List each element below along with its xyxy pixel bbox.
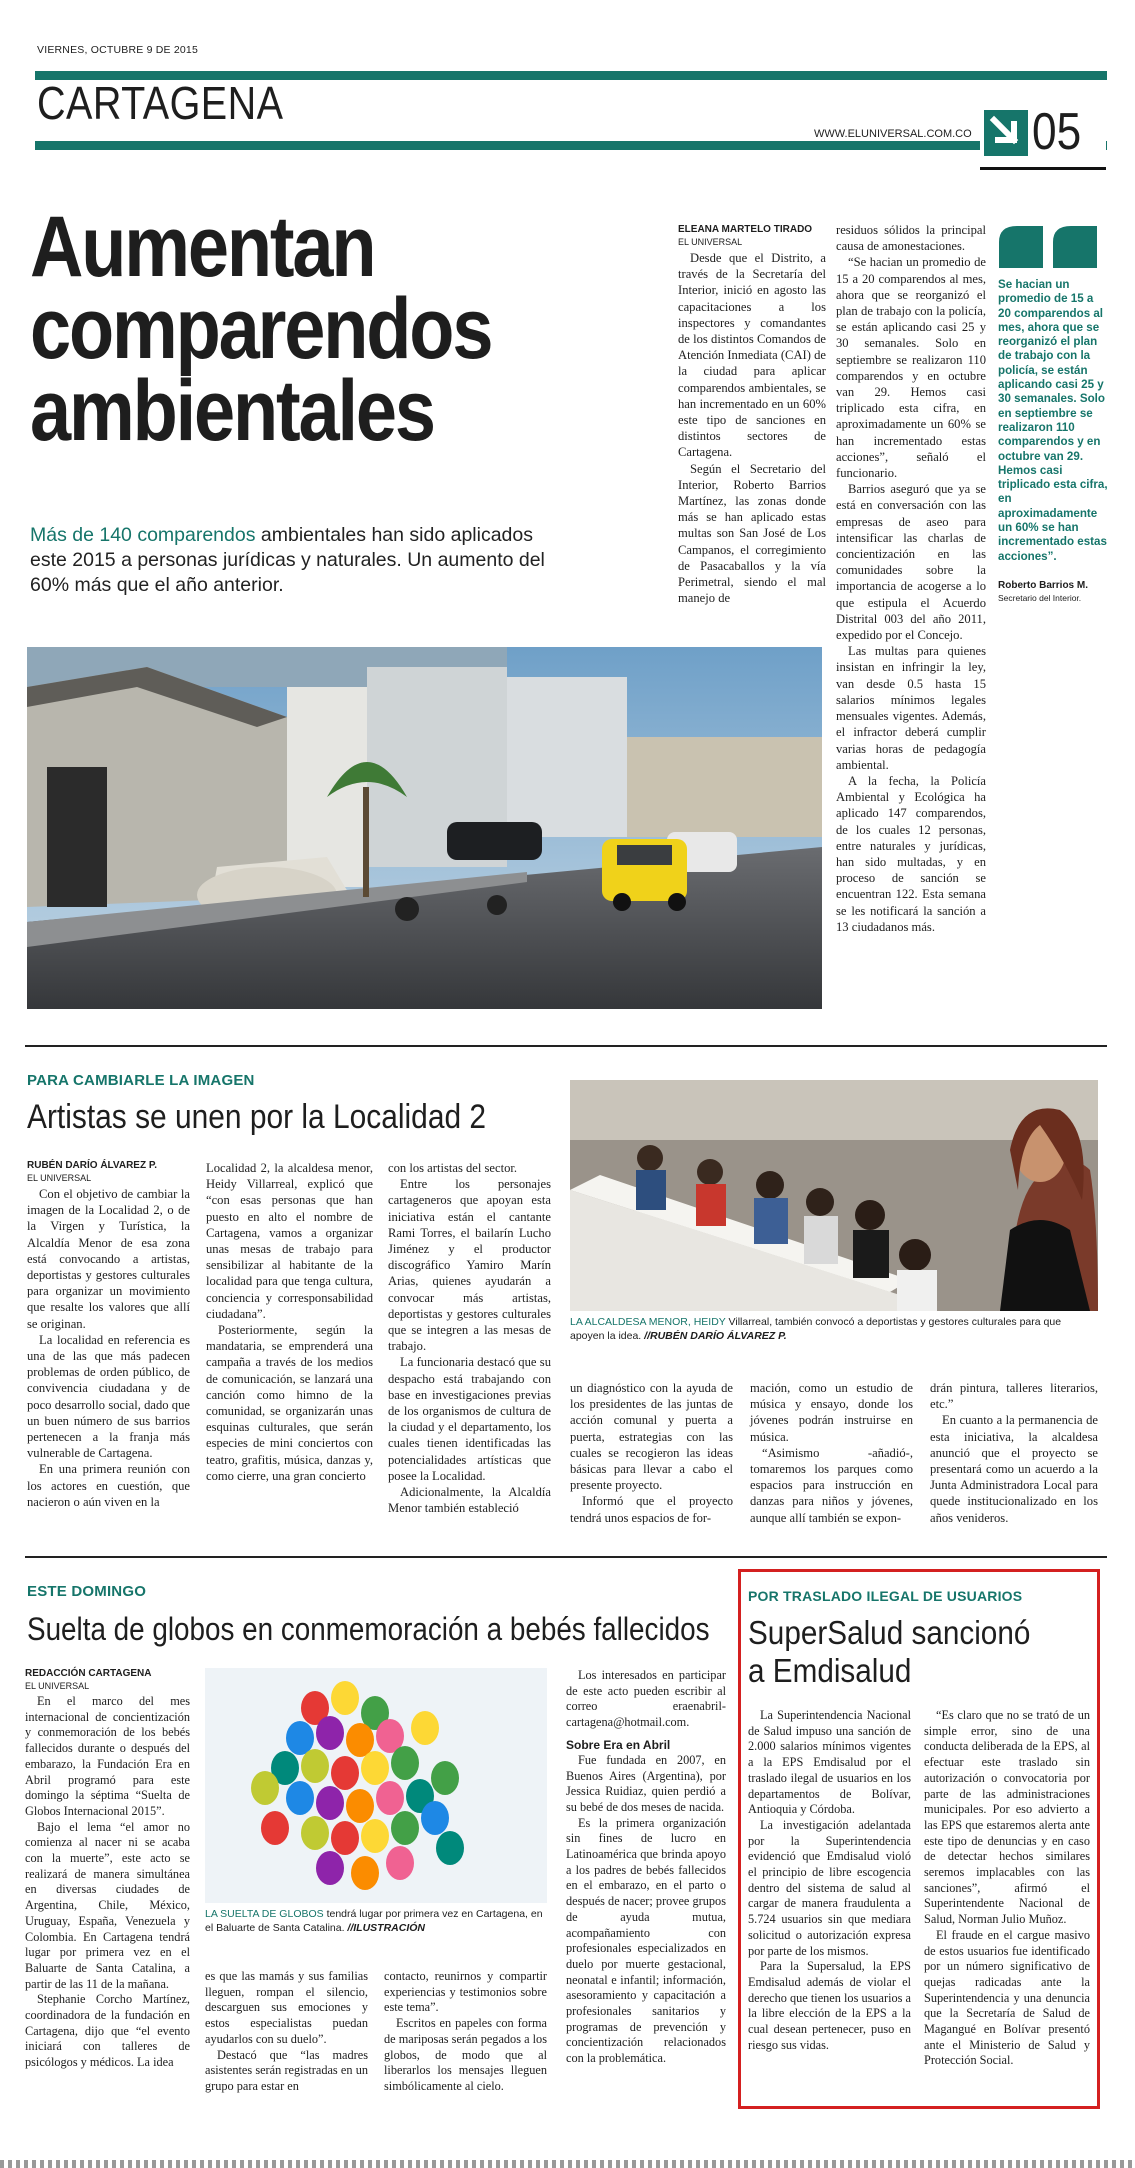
globos-outlet: EL UNIVERSAL [25,1681,90,1691]
paragraph: “Asimismo -añadió-, tomaremos los parques como espacios para instrucción en danzas para niños y jóvenes, aunque allí también se expon- [750,1445,913,1525]
balloon-shape [376,1781,404,1815]
quote-name: Roberto Barrios M. [998,580,1089,591]
balloon-shape [351,1856,379,1890]
artistas-col-3 [388,1160,551,1516]
globos-headline: Suelta de globos en conmemoración a bebés fallecidos [27,1611,710,1647]
balloon-shape [331,1681,359,1715]
paragraph: mación, como un estudio de música y ensayo, donde los jóvenes podrán instruirse en música. [750,1381,913,1444]
balloon-shape [436,1831,464,1865]
paragraph: Adicionalmente, la Alcaldía Menor también estableció [388,1485,551,1516]
globos-caption [205,1907,547,1935]
balloon-shape [386,1846,414,1880]
supersalud-headline: SuperSalud sancionó a Emdisalud [748,1614,1031,1689]
balloon-shape [421,1801,449,1835]
globos-col-4 [566,1668,726,2067]
paragraph: Los interesados en participar de este acto pueden escribir al correo eraenabril-cartagena@hotmail.com. [566,1668,726,1730]
supersalud-col-1 [748,1708,911,2053]
paragraph: residuos sólidos la principal causa de amonestaciones. [836,223,986,254]
paragraph: Las multas para quienes insistan en infringir la ley, van desde 0.5 hasta 15 salarios mínimos legales mensuales vigentes. Además, el infractor deberá cumplir varias horas de pedagogía ambiental. [836,644,986,772]
artistas-kicker: PARA CAMBIARLE LA IMAGEN [27,1072,255,1089]
website-url: WWW.ELUNIVERSAL.COM.CO [810,128,976,140]
balloon-shape [331,1756,359,1790]
main-deck [30,523,575,598]
paragraph: drán pintura, talleres literarios, etc.” [930,1381,1098,1412]
paragraph: En cuanto a la permanencia de esta iniciativa, la alcaldesa anunció que el proyecto se presentará como un acuerdo a la Junta Administradora Local para quede institucionalizado en los años venideros. [930,1413,1098,1525]
caption-text: Villarreal, también convocó a deportistas y gestores culturales para que apoyen la idea. [570,1316,1062,1342]
artistas-byline: RUBÉN DARÍO ÁLVAREZ P. [27,1160,158,1171]
paragraph: Con el objetivo de cambiar la imagen de la Localidad 2, o de la Virgen y Turística, la Alcaldía Menor de esa zona está convocando a artistas, deportistas y gestores culturales para organizar un movimiento que resalte los valores que allí se originan. [27,1187,190,1331]
artistas-outlet: EL UNIVERSAL [27,1173,92,1183]
street-scene-illustration [27,647,822,1009]
deck-highlight: Más de 140 comparendos [30,524,256,546]
quote-title: Secretario del Interior. [998,593,1082,603]
balloon-shape [261,1811,289,1845]
section-divider [25,1556,1107,1558]
meeting-scene-illustration [570,1080,1098,1311]
paragraph: Según el Secretario del Interior, Roberto Barrios Martínez, las zonas donde más se han aplicado estas multas son San José de Los Campanos, el corregimiento de Pasacaballos y la vía Perimetral, siendo el mal manejo de [678,461,826,606]
paragraph: es que las mamás y sus familias lleguen, rompan el silencio, descarguen sus emociones y estos especialistas puedan ayudarlos con su duelo”. [205,1969,368,2046]
page-number: 05 [1032,103,1082,161]
main-col-1 [678,224,826,606]
main-byline: ELEANA MARTELO TIRADO [678,224,813,235]
paragraph: Para la Supersalud, la EPS Emdisalud además de violar el derecho que tienen los usuarios a la libre elección de la EPS a la cual desean pertenecer, puso en riesgo sus vidas. [748,1959,911,2052]
paragraph: Bajo el lema “el amor no comienza al nacer ni se acaba con la muerte”, este acto se realizará de manera simultánea en diversas ciudades de Argentina, Chile, México, Uruguay, España, Venezuela y Colombia. En Cartagena tendrá lugar por primera vez en el Baluarte de Santa Catalina, a partir de las 11 de la mañana. [25,1819,190,1991]
paragraph: La localidad en referencia es una de las que más padecen problemas de orden público, de convivencia ciudadana y de poco desarrollo social, dado que un buen número de sus barrios pertenecen a la franja más vulnerable de Cartagena. [27,1332,190,1461]
deck-text: ambientales han sido aplicados este 2015 a personas jurídicas y naturales. Un aumento del 60% más que el año anterior. [30,524,545,596]
caption-text: tendrá lugar por primera vez en Cartagena, en el Baluarte de Santa Catalina. [205,1908,543,1934]
artistas-headline: Artistas se unen por la Localidad 2 [27,1098,487,1136]
balloon-shape [391,1811,419,1845]
balloon-shape [346,1789,374,1823]
balloon-shape [286,1781,314,1815]
balloon-shape [361,1819,389,1853]
globos-illustration [205,1668,547,1903]
artistas-col-6 [930,1380,1098,1526]
paragraph: Stephanie Corcho Martínez, coordinadora de la fundación en Cartagena, dijo que “el evento iniciará con talleres de psicólogos y médicos. La idea [25,1992,190,2070]
caption-credit: //ILUSTRACIÓN [344,1922,426,1934]
artistas-photo-meeting [570,1080,1098,1311]
paragraph: Informó que el proyecto tendrá unos espacios de for- [570,1494,733,1525]
paragraph: Barrios aseguró que ya se está en conversación con las empresas de aseo para intensificar las charlas de concientización en las comunidades sobre la importancia de acogerse a lo que estipula el Acuerdo Distrital 003 del año 2011, expedido por el Concejo. [836,482,986,643]
artistas-col-4 [570,1380,733,1526]
supersalud-kicker: POR TRASLADO ILEGAL DE USUARIOS [748,1588,1023,1604]
balloon-shape [391,1746,419,1780]
paragraph: Localidad 2, la alcaldesa menor, Heidy Villarreal, explicó que “con esas personas que han puesto en alto el nombre de Cartagena, vamos a organizar unas mesas de trabajo para sensibilizar al habitante de la localidad para que tenga cultura, conciencia y corresponsabilidad ciudadana”. [206,1161,373,1321]
balloon-shape [411,1711,439,1745]
balloon-shape [251,1771,279,1805]
section-name: CARTAGENA [37,77,284,129]
paragraph: La investigación adelantada por la Superintendencia evidenció que Emdisalud violó el principio de libre escogencia dentro del sistema de salud al cargar de manera fraudulenta a 5.724 usuarios sin que mediara solicitud o autorización expresa por parte de los mismos. [748,1817,911,1958]
artistas-col-5 [750,1380,913,1526]
paragraph: Destacó que “las madres asistentes serán registradas en un grupo para estar en [205,2047,368,2093]
paragraph: Posteriormente, según la mandataria, se emprenderá una campaña a través de los medios de comunicación, se lanzará una canción como himno de la comunidad, se organizarán unas esquinas culturales, que serán especies de mini conciertos con teatro, grafitis, música, danzas y, como cierre, una gran concierto [206,1323,373,1483]
balloon-shape [346,1723,374,1757]
issue-date: VIERNES, OCTUBRE 9 DE 2015 [37,44,199,56]
balloon-shape [316,1716,344,1750]
paragraph: La Superintendencia Nacional de Salud impuso una sanción de 2.000 salarios mínimos vigentes a la EPS Emdisalud por el traslado ilegal de usuarios en los departamentos de Bolívar, Antioquia y Córdoba. [748,1708,911,1817]
globos-kicker: ESTE DOMINGO [27,1583,147,1600]
caption-lead: LA ALCALDESA MENOR, HEIDY [570,1316,726,1328]
page-bottom-edge [0,2160,1135,2168]
arrow-icon [984,110,1028,156]
balloon-shape [316,1786,344,1820]
section-divider [25,1045,1107,1047]
globos-byline: REDACCIÓN CARTAGENA [25,1668,152,1679]
artistas-col-1 [27,1160,190,1510]
paragraph: “Se hacian un promedio de 15 a 20 comparendos al mes, ahora que se reorganizó el plan de trabajo con la policía, se están aplicando casi 25 y 30 semanales. Solo en septiembre se realizaron 110 comparendos y en octubre van 29. Hemos casi triplicado esta cifra, en aproximadamente un 60% se han incrementado estas acciones”, señaló el funcionario. [836,255,986,481]
paragraph: A la fecha, la Policía Ambiental y Ecológica ha aplicado 147 comparendos, de los cuales 12 personas, entre naturales y jurídicas, han sido multadas, y en proceso de sanción se encuentran 122. Esta semana se les notificará la sanción a 13 ciudadanos más. [836,773,986,934]
pull-quote: Se hacian un promedio de 15 a 20 comparendos al mes, ahora que se reorganizó el plan de trabajo con la policía, se están aplicando casi 25 y 30 semanales. Solo en septiembre se realizaron 110 comparendos y en octubre van 29. Hemos casi triplicado esta cifra, en aproximadamente un 60% se han incrementado estas acciones”. [998,278,1108,563]
main-outlet: EL UNIVERSAL [678,237,743,247]
quote-mark-icon [995,222,1105,272]
balloon-shape [301,1816,329,1850]
paragraph: “Es claro que no se trató de un simple error, sino de una conducta deliberada de la EPS, al efectuar este traslado sin autorización o convocatoria por parte de las administraciones municipales. Por eso advierto a las EPS que estaremos alerta ante este tipo de denuncias y en caso de detectar hechos similares seremos implacables con las sanciones”, afirmó el Superintendente Nacional de Salud, Norman Julio Muñoz. [924,1708,1090,1927]
paragraph: En una primera reunión con los actores en cuestión, que nacieron o aún viven en la [27,1462,190,1509]
paragraph: La funcionaria destacó que su despacho está trabajando con base en investigaciones previas de los organismos de cultura de la ciudad y el departamento, los cuales tienen identificadas las potencialidades artísticas que posee la Localidad. [388,1355,551,1483]
paragraph: con los artistas del sector. [388,1161,518,1175]
main-headline: Aumentan comparendos ambientales [30,199,492,459]
paragraph: contacto, reunirnos y compartir experiencias y testimonios sobre este tema”. [384,1969,547,2015]
balloon-shape [431,1761,459,1795]
balloon-shape [361,1751,389,1785]
caption-lead: LA SUELTA DE GLOBOS [205,1908,324,1920]
globos-col-3 [384,1969,547,2095]
paragraph: un diagnóstico con la ayuda de los presidentes de las juntas de acción comunal y puerta a puerta, estrategias con las cuales se recogieron las ideas básicas para llevar a cabo el presente proyecto. [570,1381,733,1493]
paragraph: Es la primera organización sin fines de lucro en Latinoamérica que brinda apoyo a los padres de bebés fallecidos en el embarazo, en el parto o después de nacer; provee grupos de ayuda mutua, acompañamiento con profesionales especializados en duelo por muerte gestacional, neonatal e infantil; información, asesoramiento y capacitación a profesionales sanitarios y programas de prevención y concientización relacionados con la problemática. [566,1815,726,2066]
balloon-shape [301,1749,329,1783]
balloon-shape [331,1821,359,1855]
artistas-caption [570,1315,1098,1343]
bottom-accent-bar [35,141,1107,150]
balloons-illustration [205,1668,547,1903]
main-photo-street-waste [27,647,822,1009]
globos-col-1 [25,1668,190,2071]
supersalud-col-2 [924,1708,1090,2069]
paragraph: El fraude en el cargue masivo de estos usuarios fue identificado por un número significativo de quejas radicadas ante la Superintendencia y una denuncia que la Secretaría de Salud de Magangué en Bolívar presentó ante el Ministerio de Salud y Protección Social. [924,1927,1090,2068]
paragraph: Fue fundada en 2007, en Buenos Aires (Argentina), por Jessica Ruidiaz, quien perdió a su bebé de dos meses de nacida. [566,1752,726,1814]
globos-subhead: Sobre Era en Abril [566,1737,671,1752]
main-col-2 [836,222,986,935]
globos-col-2 [205,1969,368,2095]
paragraph: Entre los personajes cartageneros que apoyan esta iniciativa están el cantante Rami Torres, el bailarín Lucho Jiménez y el productor discográfico Yamiro Marín Arias, quienes ayudarán a convocar más artistas, deportistas y gestores culturales que se integren a las mesas de trabajo. [388,1177,551,1354]
balloon-shape [316,1851,344,1885]
balloon-shape [286,1721,314,1755]
paragraph: Escritos en papeles con forma de mariposas serán pegados a los globos, de modo que al liberarlos los mensajes lleguen simbólicamente al cielo. [384,2016,547,2093]
paragraph: Desde que el Distrito, a través de la Secretaría del Interior, inició en agosto las capacitaciones a los inspectores y comandantes de los distintos Comandos de Atención Inmediata (CAI) de la ciudad para aplicar comparendos ambientales, se han incrementado en un 60% este tipo de sanciones en distintos sectores de Cartagena. [678,251,826,460]
paragraph: En el marco del mes internacional de concientización y conmemoración de los bebés fallecidos durante o después del embarazo, la Fundación Era en Abril programó para este domingo la séptima “Suelta de Globos Internacional 2015”. [25,1694,190,1818]
artistas-col-2 [206,1160,373,1484]
caption-credit: //RUBÉN DARÍO ÁLVAREZ P. [641,1330,787,1342]
